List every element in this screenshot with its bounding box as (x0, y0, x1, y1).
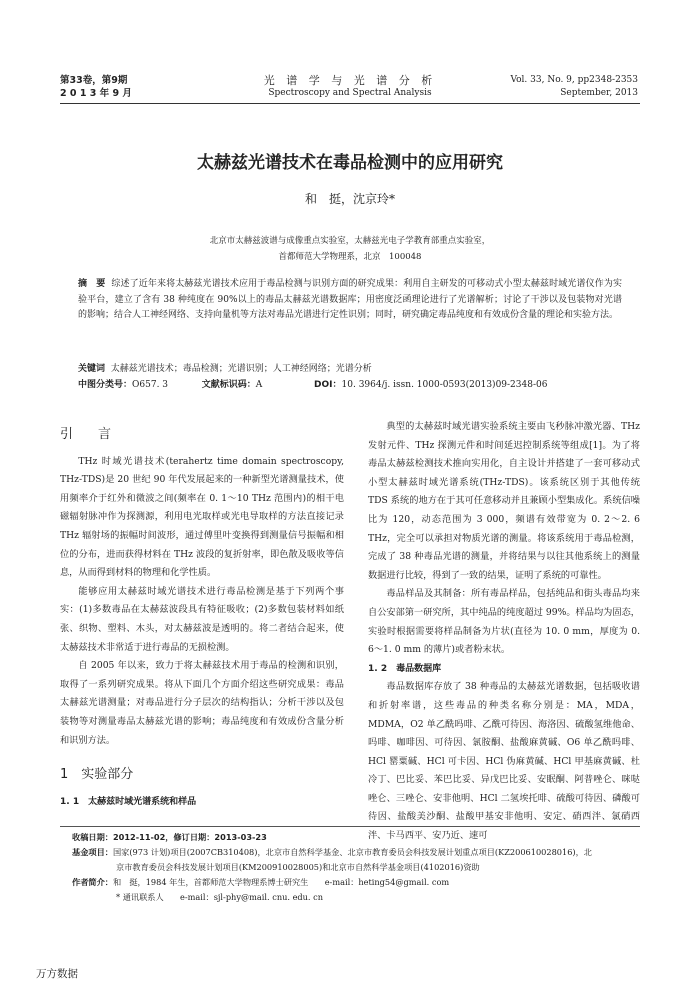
keywords-text: 太赫兹光谱技术；毒品检测；光谱识别；人工神经网络；光谱分析 (110, 364, 372, 374)
doc-code-value: A (255, 379, 263, 390)
right-column (368, 418, 640, 846)
abstract-label: 摘 要 (78, 279, 106, 289)
paper-title: 太赫兹光谱技术在毒品检测中的应用研究 (197, 153, 503, 173)
citation-volume: Vol. 33, No. 9, pp2348-2353 (510, 75, 638, 85)
funding-line-2: 京市教育委员会科技发展计划项目(KM200910028005)和北京市自然科学基金项目(4102016)资助 (116, 862, 480, 872)
publication-date: 2 0 1 3 年 9 月 (60, 88, 132, 99)
section-1-2-heading: 1. 2 毒品数据库 (368, 663, 442, 674)
paper-authors: 和 挺，沈京玲* (304, 192, 395, 206)
footnote-divider (60, 826, 640, 827)
funding-label: 基金项目： (72, 847, 113, 857)
intro-paragraph-2: 能够应用太赫兹时域光谱技术进行毒品检测是基于下列两个事实：(1)多数毒品在太赫兹波段具有特征吸收；(2)多数包装材料如纸张、织物、塑料、木头，对太赫兹波是透明的。将二者结合起来，使太赫兹技术非常适于进行毒品的无损检测。 (60, 585, 344, 653)
volume-issue: 第33卷，第9期 (60, 75, 128, 86)
keywords-label: 关键词 (78, 364, 106, 374)
journal-name (250, 74, 450, 100)
doi-value: 10. 3964/j. issn. 1000-0593(2013)09-2348-06 (341, 379, 548, 390)
affiliation-line-1: 北京市太赫兹波谱与成像重点实验室，太赫兹光电子学教育部重点实验室， (209, 236, 491, 246)
journal-name-en: Spectroscopy and Spectral Analysis (268, 88, 432, 98)
abstract-text: 综述了近年来将太赫兹光谱技术应用于毒品检测与识别方面的研究成果：利用自主研发的可移动式小型太赫兹时域光谱仪作为实验平台，建立了含有 38 种纯度在 90%以上的毒品太赫兹光谱数据库；用密度泛函理论进行了光谱解析；讨论了干涉以及包装物对光谱的影响；结合人工神经网络、支持向量机等方法对毒品光谱进行定性识别；同时，研究确定毒品纯度和有效成份含量的理论和实验方法。 (78, 279, 622, 320)
intro-paragraph-1: THz 时域光谱技术(terahertz time domain spectroscopy, THz-TDS)是 20 世纪 90 年代发展起来的一种新型光谱测量技术，使用频率介于红外和微波之间(频率在 0. 1～10 THz 范围内)的相干电磁辐射脉冲作为探测源，利用电光取样或光电导取样的方法直接记录 THz 辐射场的振幅时间波形，通过傅里叶变换得到测量信号振幅和相位的分布，进而获得材料在 THz 波段的复折射率，即色散及吸收等信息，从而得到材料的物理和化学性质。 (60, 455, 344, 579)
database-paragraph: 毒品数据库存放了 38 种毒品的太赫兹光谱数据，包括吸收谱和折射率谱，这些毒品的种类名称分别是：MA，MDA，MDMA，O2 单乙酰吗啡、乙酰可待因、海洛因、硫酸氢维他命、吗啡、咖啡因、可待因、氯胺酮、盐酸麻黄碱、O6 单乙酰吗啡、HCl 罂粟碱、HCl 可卡因、HCl 伪麻黄碱、HCl 甲基麻黄碱、杜冷丁、巴比妥、苯巴比妥、异戊巴比妥、安眠酮、阿普唑仑、咪哒唑仑、三唑仑、安非他明、HCl 二氢埃托啡、硫酸可待因、磷酸可待因、盐酸美沙酮、盐酸甲基安非他明、安定、硝西泮、氯硝西泮、卡马西平、安乃近、速可 (368, 681, 640, 842)
left-column (60, 427, 344, 811)
journal-volume-info (60, 74, 132, 100)
section-1-1-heading: 1. 1 太赫兹时域光谱系统和样品 (60, 796, 197, 807)
citation-date: September, 2013 (560, 88, 638, 98)
doi-label: DOI： (314, 379, 342, 390)
section-1-heading: 1 实验部分 (60, 767, 134, 783)
affiliation-line-2: 首都师范大学物理系，北京 100048 (278, 252, 422, 262)
journal-name-cn: 光 谱 学 与 光 谱 分 析 (263, 74, 437, 87)
intro-heading: 引 言 (60, 427, 118, 442)
header-divider (60, 103, 640, 104)
abstract (78, 277, 622, 324)
corresponding-author: * 通讯联系人 e-mail：sjl-phy@mail. cnu. edu. cn (116, 892, 323, 902)
footnotes (72, 830, 640, 905)
keywords-block (78, 362, 622, 393)
footer-source: 万方数据 (36, 968, 78, 980)
author-info-label: 作者简介： (72, 877, 113, 887)
affiliation (120, 233, 580, 265)
author-info: 和 挺，1984 年生，首都师范大学物理系博士研究生 e-mail：heting54@gmail. com (112, 877, 450, 887)
intro-paragraph-3: 自 2005 年以来，致力于将太赫兹技术用于毒品的检测和识别，取得了一系列研究成果。将从下面几个方面介绍这些研究成果：毒品太赫兹光谱测量；对毒品进行分子层次的结构指认；分析干涉以及包装物等对测量毒品太赫兹光谱的影响；毒品纯度和有效成份含量分析和识别方法。 (60, 660, 344, 746)
clc-label: 中图分类号： (78, 379, 133, 390)
funding-line-1: 国家(973 计划)项目(2007CB310408)，北京市自然科学基金、北京市教育委员会科技发展计划重点项目(KZ200610028016)，北 (112, 847, 592, 857)
doc-code-label: 文献标识码： (201, 379, 256, 390)
journal-citation (510, 74, 638, 100)
sample-paragraph: 毒品样品及其制备：所有毒品样品，包括纯品和街头毒品均来自公安部第一研究所，其中纯品的纯度超过 99%。样品均为固态，实验时根据需要将样品制备为片状(直径为 10. 0 mm，厚度为 0. 6～1. 0 mm 的薄片)或者粉末状。 (368, 588, 640, 656)
system-paragraph: 典型的太赫兹时域光谱实验系统主要由飞秒脉冲激光器、THz 发射元件、THz 探测元件和时间延迟控制系统等组成[1]。为了将毒品太赫兹检测技术推向实用化，自主设计并搭建了一套可移动式小型太赫兹时域光谱系统(THz-TDS)。该系统区别于其他传统 TDS 系统的地方在于其可任意移动并且兼顾小型集成化。系统信噪比为 120，动态范围为 3 000，频谱有效带宽为 0. 2～2. 6 THz，完全可以承担对物质光谱的测量。将该系统用于毒品检测，完成了 38 种毒品光谱的测量，并将结果与以往其他系统上的测量数据进行比较，得到了一致的结果，证明了系统的可靠性。 (368, 421, 640, 581)
received-date: 收稿日期：2012-11-02，修订日期：2013-03-23 (72, 832, 267, 842)
clc-value: O657. 3 (132, 379, 169, 390)
